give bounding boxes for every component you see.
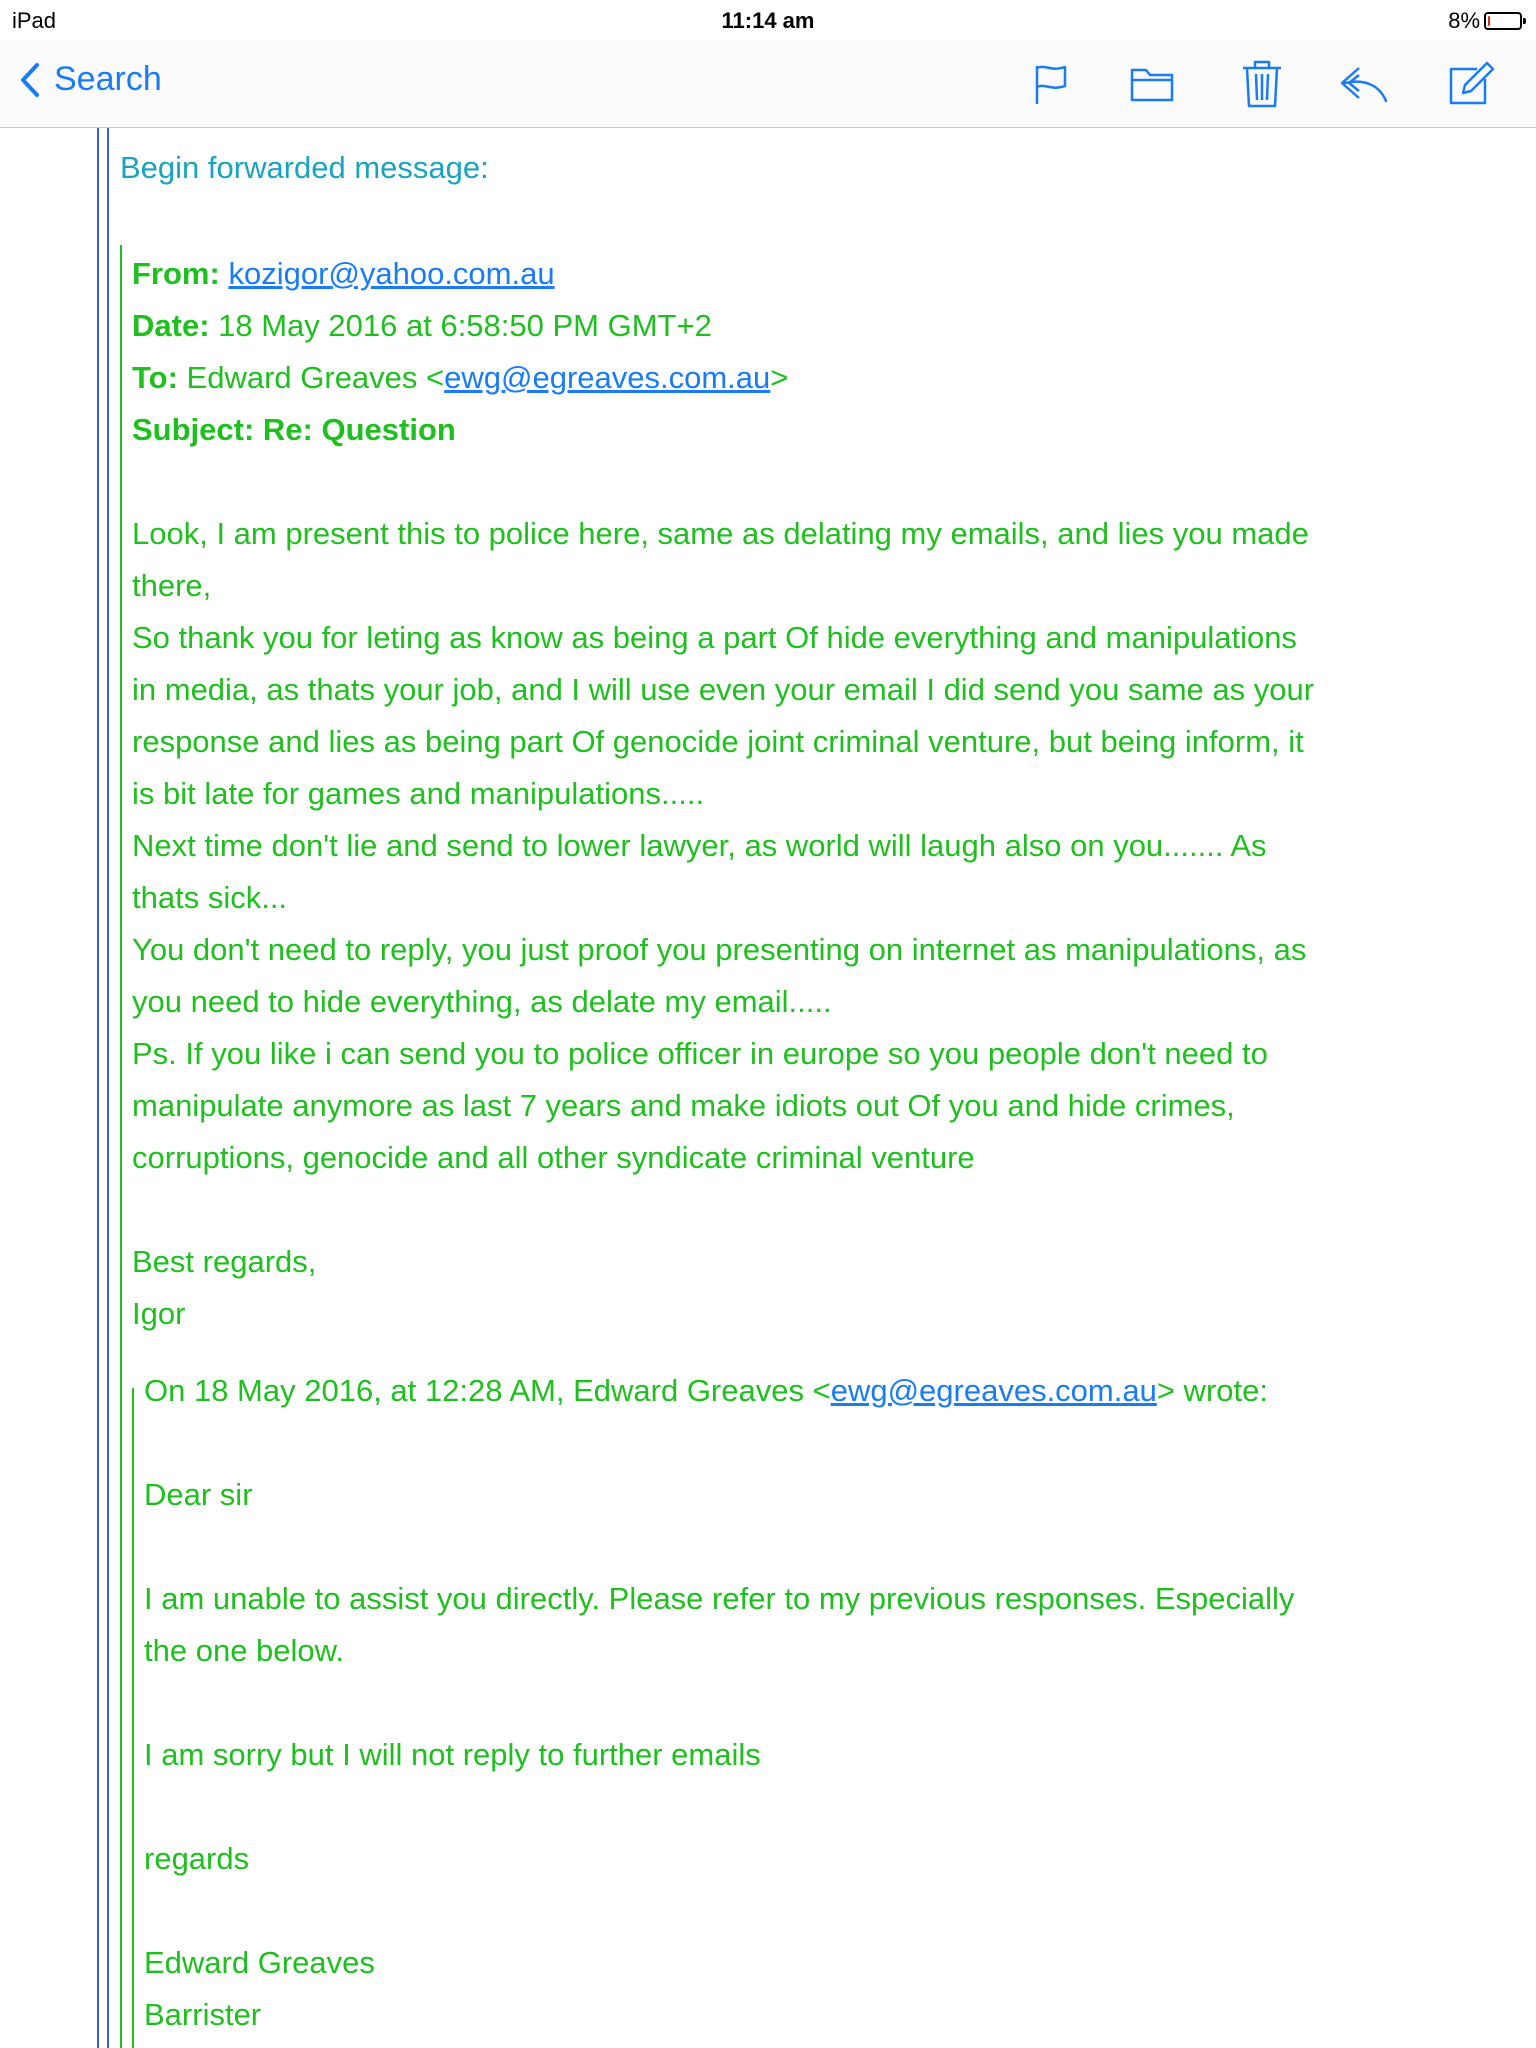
body-line: thats sick...: [132, 880, 288, 915]
trash-icon: [1241, 59, 1283, 109]
body-line: Next time don't lie and send to lower lawyer, as world will laugh also on you....... As: [132, 828, 1267, 863]
body-line: is bit late for games and manipulations.....: [132, 776, 705, 811]
back-button-label: Search: [54, 60, 162, 98]
body-line: response and lies as being part Of genocide joint criminal venture, but being inform, it: [132, 724, 1304, 759]
quoted-message: [144, 1365, 1454, 2041]
reply-icon: [1339, 64, 1389, 104]
signoff: Best regards,: [132, 1244, 317, 1279]
to-row: [132, 352, 1452, 404]
compose-button[interactable]: [1443, 56, 1499, 112]
body-line: in media, as thats your job, and I will use even your email I did send you same as your: [132, 672, 1315, 707]
sender-name: Edward Greaves: [144, 1945, 375, 1980]
body-line: Ps. If you like i can send you to police officer in europe so you people don't need to: [132, 1036, 1268, 1071]
flag-icon: [1031, 62, 1071, 106]
attribution-end: > wrote:: [1156, 1373, 1268, 1408]
forwarded-message: [132, 248, 1452, 1340]
date-label: Date:: [132, 308, 210, 343]
attribution-email-link[interactable]: ewg@egreaves.com.au: [830, 1373, 1157, 1408]
from-row: [132, 248, 1452, 300]
status-bar: [0, 0, 1536, 40]
to-name: Edward Greaves <: [186, 360, 445, 395]
body-line: So thank you for leting as know as being a part Of hide everything and manipulations: [132, 620, 1297, 655]
quote-bar: [107, 128, 109, 2048]
greeting: Dear sir: [144, 1477, 253, 1512]
from-label: From:: [132, 256, 220, 291]
reply-button[interactable]: [1336, 56, 1392, 112]
folder-icon: [1129, 64, 1175, 104]
quoted-paragraph: I am unable to assist you directly. Please refer to my previous responses. Especially: [144, 1581, 1295, 1616]
quoted-closing: regards: [144, 1841, 250, 1876]
body-line: corruptions, genocide and all other syndicate criminal venture: [132, 1140, 975, 1175]
forwarded-message-header: Begin forwarded message:: [120, 150, 489, 185]
body-line: You don't need to reply, you just proof you presenting on internet as manipulations, as: [132, 932, 1307, 967]
sender-title: Barrister: [144, 1997, 262, 2032]
subject-label: Subject:: [132, 412, 255, 447]
from-email-link[interactable]: kozigor@yahoo.com.au: [228, 256, 555, 291]
back-button[interactable]: [20, 60, 162, 99]
navigation-bar: [0, 40, 1536, 128]
compose-icon: [1447, 61, 1495, 107]
body-line: there,: [132, 568, 212, 603]
quoted-paragraph: I am sorry but I will not reply to further emails: [144, 1737, 761, 1772]
quote-bar: [97, 128, 99, 2048]
battery-indicator: [1448, 8, 1522, 34]
attribution-text: On 18 May 2016, at 12:28 AM, Edward Greaves <: [144, 1373, 831, 1408]
battery-icon: [1484, 12, 1522, 30]
move-to-folder-button[interactable]: [1124, 56, 1180, 112]
quote-attribution: [144, 1365, 1454, 1417]
battery-fill: [1488, 16, 1490, 26]
to-label: To:: [132, 360, 178, 395]
to-close: >: [770, 360, 789, 395]
body-line: manipulate anymore as last 7 years and make idiots out Of you and hide crimes,: [132, 1088, 1235, 1123]
quoted-paragraph: the one below.: [144, 1633, 344, 1668]
date-row: [132, 300, 1452, 352]
clock: 11:14 am: [721, 8, 815, 33]
quote-bar: [120, 245, 122, 2048]
message-body: [0, 128, 1536, 2048]
flag-button[interactable]: [1023, 56, 1079, 112]
device-name: iPad: [12, 8, 57, 33]
battery-percentage: 8%: [1448, 8, 1480, 33]
date-value: 18 May 2016 at 6:58:50 PM GMT+2: [218, 308, 712, 343]
subject-row: [132, 404, 1452, 456]
chevron-left-icon: [20, 62, 40, 98]
quote-bar: [132, 1388, 134, 2048]
body-line: you need to hide everything, as delate my email.....: [132, 984, 832, 1019]
body-line: Look, I am present this to police here, same as delating my emails, and lies you made: [132, 516, 1309, 551]
to-email-link[interactable]: ewg@egreaves.com.au: [444, 360, 771, 395]
signature: Igor: [132, 1296, 186, 1331]
delete-button[interactable]: [1234, 56, 1290, 112]
subject-value: Re: Question: [262, 412, 456, 447]
